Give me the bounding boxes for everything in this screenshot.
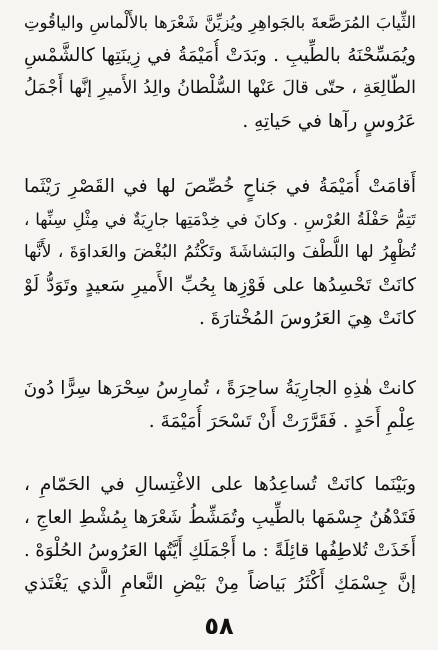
page-number: ٥٨ [204,612,234,640]
text-line: الطّالِعَةِ ، حتّى قالَ عَنْها السُّلْطانُ والِدُ الأَميرِ إنَّها أَجْمَلُ [24,78,416,98]
text-line: كانَتْ هِيَ العَرُوسَ المُخْتارَةَ . [198,308,416,329]
text-line: الثِّيابَ المُرَصَّعةَ بالجَواهِرِ ويُزيِّنَّ شَعْرَها بالأَلْماسِ والياقُوتِ [24,13,416,32]
text-line: وبَيْنَما كانَتْ تُساعِدُها على الاغْتِسالِ في الحَمّامِ ، [24,474,416,495]
paragraph-3 [24,372,416,438]
text-line: فَتَدْهُنُ جِسْمَها بالطِّيبِ وتُمَشِّطُ شَعْرَها بِمُشْطِ العاجِ ، [24,507,416,528]
paragraph-2 [24,170,416,335]
text-line: عِلْمِ أَحَدٍ . فَقَرَّرَتْ أَنْ تَسْحَرَ أُمَيْمَةَ . [148,411,416,432]
paragraph-1 [24,6,416,138]
text-line: كانتْ هٰذِهِ الجارِيَةُ ساحِرَةً ، تُمارِسُ سِحْرَها سِرًّا دُونَ [24,378,416,399]
text-line: أَخَذَتْ تُلاطِفُها قائِلَةً : ما أَجْمَلَكِ أَيَّتُها العَرُوسُ الحُلْوَهْ . [24,540,416,561]
text-line: عَرُوسٍ رآها في حَياتِهِ . [242,111,416,132]
text-line: أَقامَتْ أُمَيْمَةُ في جَناحٍ خُصِّصَ لها في القَصْرِ رَيْثَما [24,176,416,197]
text-line: كانَتْ تَحْسِدُها على فَوْزِها بِحُبِّ الأَميرِ سَعيدٍ وتَوَدُّ لَوْ [24,275,416,296]
text-line: ويُمَسِّحْنَهُ بالطِّيبِ . وبَدَتْ أُمَيْمَةُ في زِينَتِها كالشَّمْسِ [24,45,416,66]
paragraph-4 [24,468,416,600]
text-line: تُظْهِرُ لها اللُّطْفَ والبَشاشَةَ وتَكْتُمُ البُغْضَ والعَداوَةَ ، لأَنَّها [24,242,416,262]
text-line: إنَّ جِسْمَكِ أَكْثَرُ بَياضاً مِنْ بَيْضِ النَّعامِ الَّذي يَغْتَذي [24,573,416,594]
text-line: تَتِمُّ حَفْلَةُ العُرْسِ . وكانَ في خِدْمَتِها جارِيَةٌ في مِثْلِ سِنِّها ، [24,210,416,229]
